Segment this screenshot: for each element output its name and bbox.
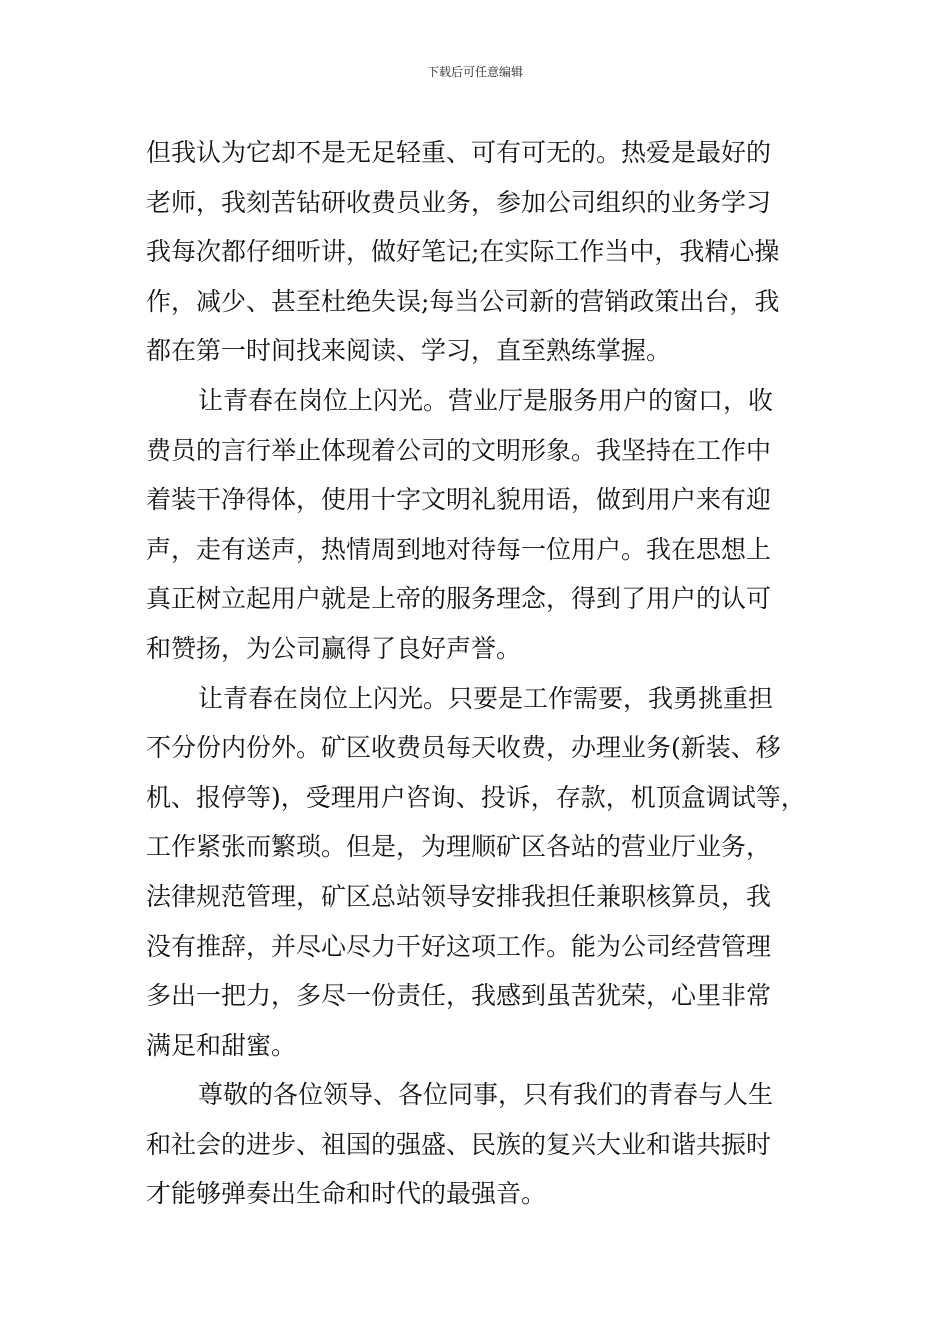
text-line: 才能够弹奏出生命和时代的最强音。 <box>146 1179 547 1209</box>
text-line: 作，减少、甚至杜绝失误;每当公司新的营销政策出台，我 <box>146 286 780 316</box>
text-line: 工作紧张而繁琐。但是，为理顺矿区各站的营业厅业务， <box>146 832 772 862</box>
text-line: 声，走有送声，热情周到地对待每一位用户。我在思想上 <box>146 534 772 564</box>
text-line: 法律规范管理，矿区总站领导安排我担任兼职核算员，我 <box>146 881 772 911</box>
text-line: 老师，我刻苦钻研收费员业务，参加公司组织的业务学习 <box>146 187 772 217</box>
text-line: 费员的言行举止体现着公司的文明形象。我坚持在工作中 <box>146 435 772 465</box>
text-line: 让青春在岗位上闪光。营业厅是服务用户的窗口，收 <box>198 385 774 415</box>
text-line: 和赞扬，为公司赢得了良好声誉。 <box>146 633 522 663</box>
text-line: 机、报停等)，受理用户咨询、投诉，存款，机顶盒调试等， <box>146 782 806 812</box>
text-line: 让青春在岗位上闪光。只要是工作需要，我勇挑重担 <box>198 683 774 713</box>
page-header: 下载后可任意编辑 <box>426 65 523 79</box>
text-line: 不分份内份外。矿区收费员每天收费，办理业务(新装、移 <box>146 733 781 763</box>
text-line: 和社会的进步、祖国的强盛、民族的复兴大业和谐共振时 <box>146 1129 772 1159</box>
text-line: 尊敬的各位领导、各位同事，只有我们的青春与人生 <box>198 1080 774 1110</box>
text-line: 满足和甜蜜。 <box>146 1030 297 1060</box>
text-line: 没有推辞，并尽心尽力干好这项工作。能为公司经营管理 <box>146 931 772 961</box>
text-line: 我每次都仔细听讲，做好笔记;在实际工作当中，我精心操 <box>146 237 780 267</box>
body-text <box>146 128 808 1219</box>
text-line: 着装干净得体，使用十字文明礼貌用语，做到用户来有迎 <box>146 485 772 515</box>
text-line: 但我认为它却不是无足轻重、可有可无的。热爱是最好的 <box>146 138 772 167</box>
text-line: 多出一把力，多尽一份责任，我感到虽苦犹荣，心里非常 <box>146 981 772 1011</box>
text-line: 真正树立起用户就是上帝的服务理念，得到了用户的认可 <box>146 584 772 614</box>
text-line: 都在第一时间找来阅读、学习，直至熟练掌握。 <box>146 336 672 366</box>
